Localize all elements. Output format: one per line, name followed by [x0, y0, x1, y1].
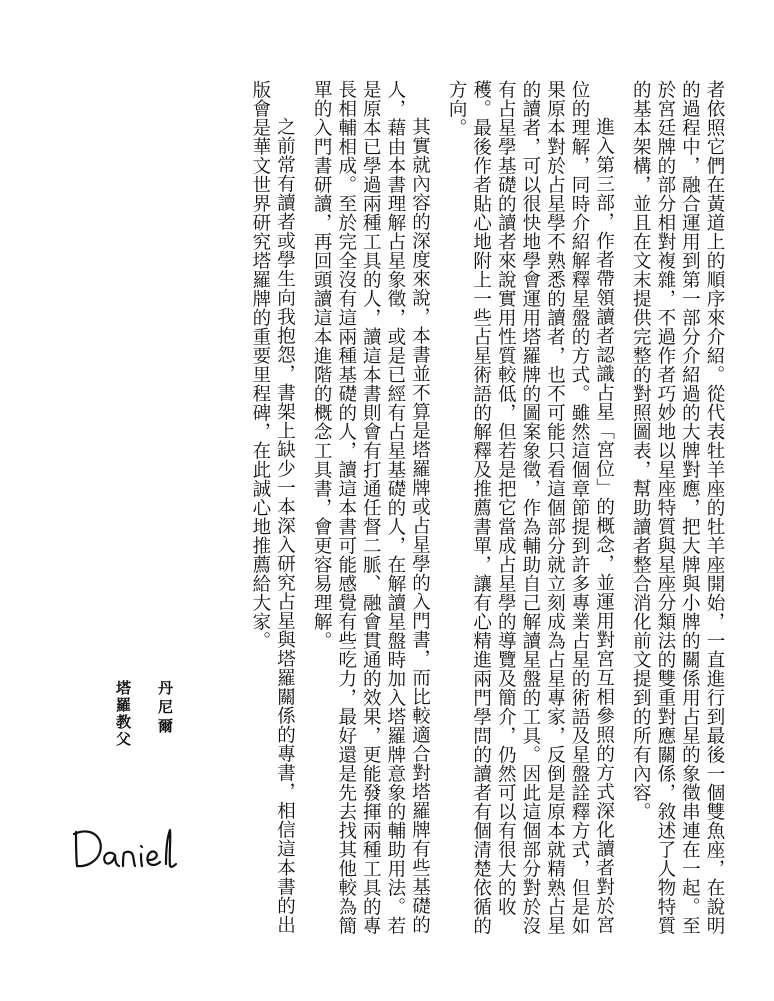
paragraph-3: 其實就內容的深度來說，本書並不算是塔羅牌或占星學的入門書，而比較適合對塔羅牌有些基礎的人，藉由本書理解占星象徵，或是已經有占星基礎的人，在解讀星盤時加入塔羅牌意象的輔助用法。若是原本已學過兩種工具的人，讀這本書則會有打通任督二脈、融會貫通的效果，更能發揮兩種工具的專長相輔相成。至於完全沒有這兩種基礎的人，讀這本書可能感覺有些吃力，最好還是先去找其他較為簡單的入門書研讀，再回頭讀這本進階的概念工具書，會更容易理解。: [311, 80, 431, 935]
paragraph-1: 者依照它們在黃道上的順序來介紹。從代表牡羊座的牡羊座開始，一直進行到最後一個雙魚座，在說明的過程中，融合運用到第一部分介紹過的大牌對應，把大牌與小牌的關係用占星的象徵串連在一起。至於宮廷牌的部分相對複雜，不過作者巧妙地以星座特質與星座分類法的雙重對應關係，敘述了人物特質的基本架構，並且在文末提供完整的對照圖表，幫助讀者整合消化前文提到的所有內容。: [630, 80, 725, 935]
handwritten-signature: [70, 820, 180, 880]
paragraph-4: 之前常有讀者或學生向我抱怨，書架上缺少一本深入研究占星與塔羅關係的專書，相信這本書的出版會是華文世界研究塔羅牌的重要里程碑，在此誠心地推薦給大家。: [249, 80, 296, 934]
signature-title: 塔羅教父: [114, 680, 132, 748]
preface-text: [247, 80, 726, 940]
signature-name: 丹尼爾: [156, 680, 174, 737]
paragraph-2: 進入第三部，作者帶領讀者認識占星「宮位」的概念，並運用對宮互相參照的方式深化讀者對於宮位的理解，同時介紹解釋星盤的方式。雖然這個章節提到許多專業占星的術語及星盤詮釋方式，但是如果原本對於占星學不熟悉的讀者，也不可能只看這個部分就立刻成為占星專家，反倒是原本就精熟占星的讀者，可以很快地學會運用塔羅牌的圖案象徵，作為輔助自己解讀星盤的工具。因此這個部分對於沒有占星學基礎的讀者來說實用性質較低，但若是把它當成占星學的導覽及簡介，仍然可以有很大的收穫。最後作者貼心地附上一些占星術語的解釋及推薦書單，讓有心精進兩門學問的讀者有個清楚依循的方向。: [446, 80, 615, 935]
